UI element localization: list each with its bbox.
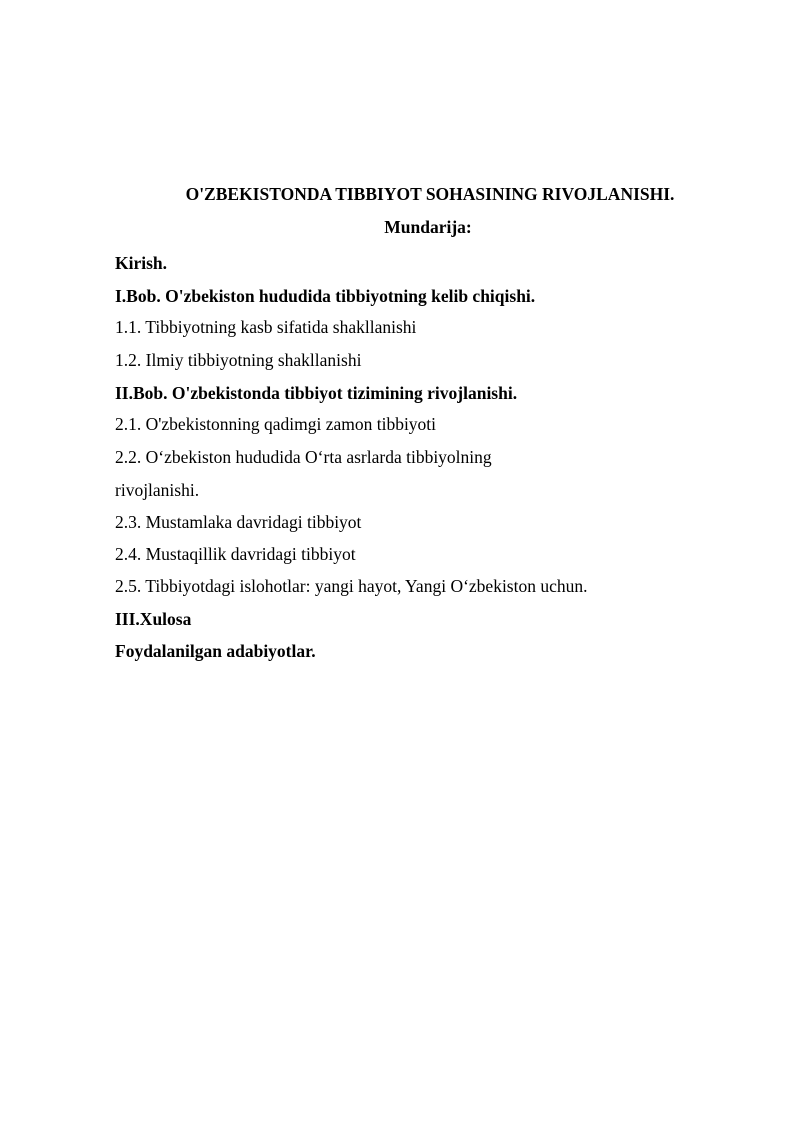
toc-entry-references: Foydalanilgan adabiyotlar. (115, 641, 316, 661)
toc-entry-section-2-4: 2.4. Mustaqillik davridagi tibbiyot (115, 544, 356, 564)
document-title: O'ZBEKISTONDA TIBBIYOT SOHASINING RIVOJLANISHI. (185, 184, 675, 204)
toc-entry-section-2-1: 2.1. O'zbekistonning qadimgi zamon tibbiyoti (115, 414, 437, 434)
toc-entry-section-1-2: 1.2. Ilmiy tibbiyotning shakllanishi (115, 350, 362, 370)
toc-entry-section-2-2: 2.2. O‘zbekiston hududida O‘rta asrlarda tibbiyolning (115, 447, 492, 467)
toc-entry-section-2-2-continued: rivojlanishi. (115, 480, 200, 500)
toc-entry-section-2-5: 2.5. Tibbiyotdagi islohotlar: yangi hayot, Yangi O‘zbekiston uchun. (115, 576, 588, 596)
toc-heading: Mundarija: (384, 217, 472, 237)
toc-entry-chapter-2: II.Bob. O'zbekistonda tibbiyot tizimining rivojlanishi. (115, 383, 518, 403)
toc-entry-conclusion: III.Xulosa (115, 609, 192, 629)
toc-entry-chapter-1: I.Bob. O'zbekiston hududida tibbiyotning kelib chiqishi. (115, 286, 536, 306)
toc-entry-introduction: Kirish. (115, 253, 168, 273)
toc-entry-section-1-1: 1.1. Tibbiyotning kasb sifatida shakllanishi (115, 317, 417, 337)
toc-entry-section-2-3: 2.3. Mustamlaka davridagi tibbiyot (115, 512, 362, 532)
